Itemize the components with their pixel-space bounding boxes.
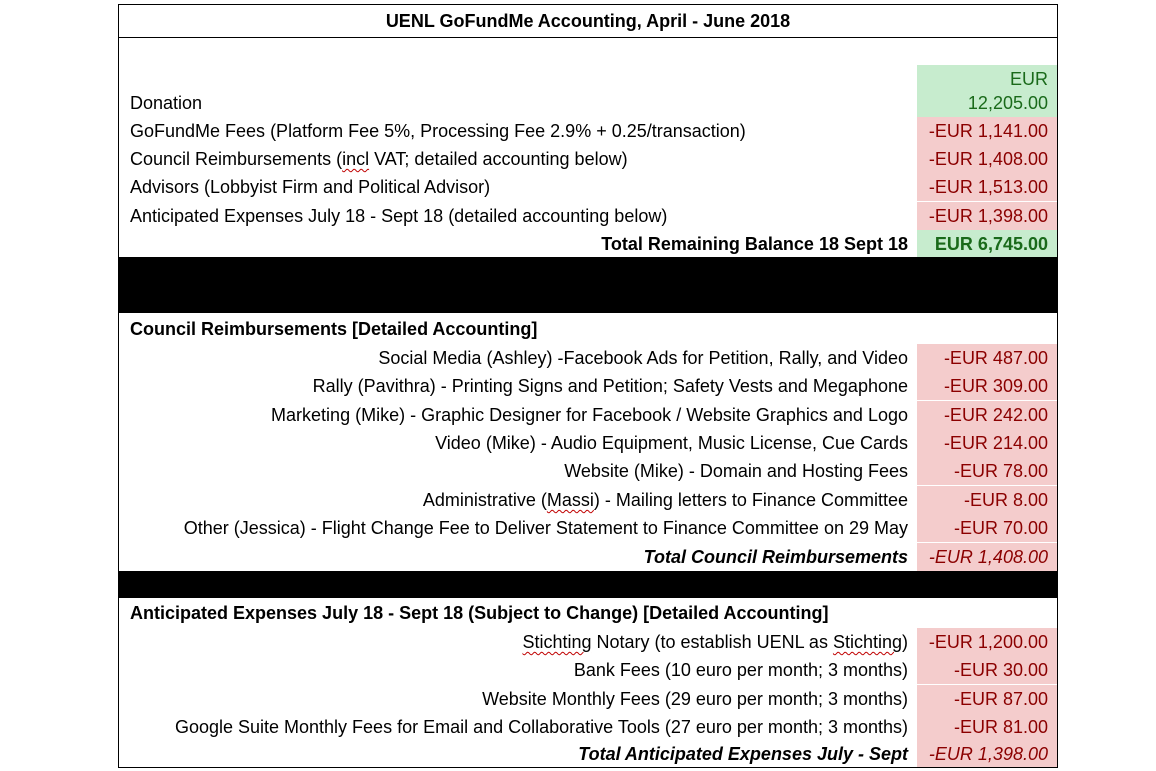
anticipated-item-label: Stichting Notary (to establish UENL as Stichting): [522, 632, 908, 652]
currency-header: EUR: [917, 65, 1057, 93]
anticipated-item-label: Google Suite Monthly Fees for Email and Collaborative Tools (27 euro per month; 3 months): [174, 717, 908, 737]
total-remaining-value: EUR 6,745.00: [917, 230, 1057, 258]
anticipated-item-value: -EUR 87.00: [917, 685, 1057, 713]
council-item-label: Marketing (Mike) - Graphic Designer for Facebook / Website Graphics and Logo: [271, 405, 908, 425]
anticipated-expenses-label: Anticipated Expenses July 18 - Sept 18 (detailed accounting below): [130, 206, 668, 226]
council-item-label: Administrative (Massi) - Mailing letters to Finance Committee: [422, 490, 908, 510]
total-remaining-label: Total Remaining Balance 18 Sept 18: [601, 234, 908, 254]
council-item-value: -EUR 487.00: [917, 344, 1057, 372]
advisors-value: -EUR 1,513.00: [917, 173, 1057, 201]
council-item-value: -EUR 242.00: [917, 401, 1057, 429]
anticipated-item-value: -EUR 30.00: [917, 656, 1057, 684]
donation-label: Donation: [130, 93, 203, 113]
section-divider-1: [119, 257, 1057, 313]
council-heading: Council Reimbursements [Detailed Accounting]: [130, 319, 538, 339]
council-item-label: Website (Mike) - Domain and Hosting Fees: [564, 461, 908, 481]
council-reimbursements-value: -EUR 1,408.00: [917, 145, 1057, 173]
advisors-label: Advisors (Lobbyist Firm and Political Advisor): [130, 177, 491, 197]
sheet-title: UENL GoFundMe Accounting, April - June 2018: [119, 5, 1057, 38]
council-item-value: -EUR 78.00: [917, 457, 1057, 485]
council-item-label: Rally (Pavithra) - Printing Signs and Petition; Safety Vests and Megaphone: [312, 376, 908, 396]
anticipated-item-label: Website Monthly Fees (29 euro per month; 3 months): [482, 689, 908, 709]
council-total-label: Total Council Reimbursements: [643, 547, 908, 567]
council-item-label: Social Media (Ashley) -Facebook Ads for Petition, Rally, and Video: [378, 348, 908, 368]
council-item-value: -EUR 214.00: [917, 429, 1057, 457]
council-total-value: -EUR 1,408.00: [917, 543, 1057, 571]
donation-value: 12,205.00: [917, 89, 1057, 117]
council-item-label: Other (Jessica) - Flight Change Fee to Deliver Statement to Finance Committee on 29 May: [183, 518, 908, 538]
anticipated-heading: Anticipated Expenses July 18 - Sept 18 (Subject to Change) [Detailed Accounting]: [130, 603, 829, 623]
council-item-value: -EUR 70.00: [917, 514, 1057, 542]
council-item-label: Video (Mike) - Audio Equipment, Music License, Cue Cards: [435, 433, 908, 453]
anticipated-item-value: -EUR 1,200.00: [917, 628, 1057, 656]
anticipated-item-label: Bank Fees (10 euro per month; 3 months): [573, 660, 908, 680]
gofundme-fees-value: -EUR 1,141.00: [917, 117, 1057, 145]
council-reimbursements-label: Council Reimbursements (incl VAT; detailed accounting below): [130, 149, 628, 169]
council-item-value: -EUR 309.00: [917, 372, 1057, 400]
anticipated-expenses-value: -EUR 1,398.00: [917, 202, 1057, 230]
anticipated-item-value: -EUR 81.00: [917, 713, 1057, 741]
section-divider-2: [119, 571, 1057, 598]
anticipated-total-value: -EUR 1,398.00: [917, 740, 1057, 767]
council-item-value: -EUR 8.00: [917, 486, 1057, 514]
anticipated-total-label: Total Anticipated Expenses July - Sept: [578, 744, 908, 764]
accounting-sheet: [118, 4, 1058, 768]
gofundme-fees-label: GoFundMe Fees (Platform Fee 5%, Processing Fee 2.9% + 0.25/transaction): [130, 121, 746, 141]
